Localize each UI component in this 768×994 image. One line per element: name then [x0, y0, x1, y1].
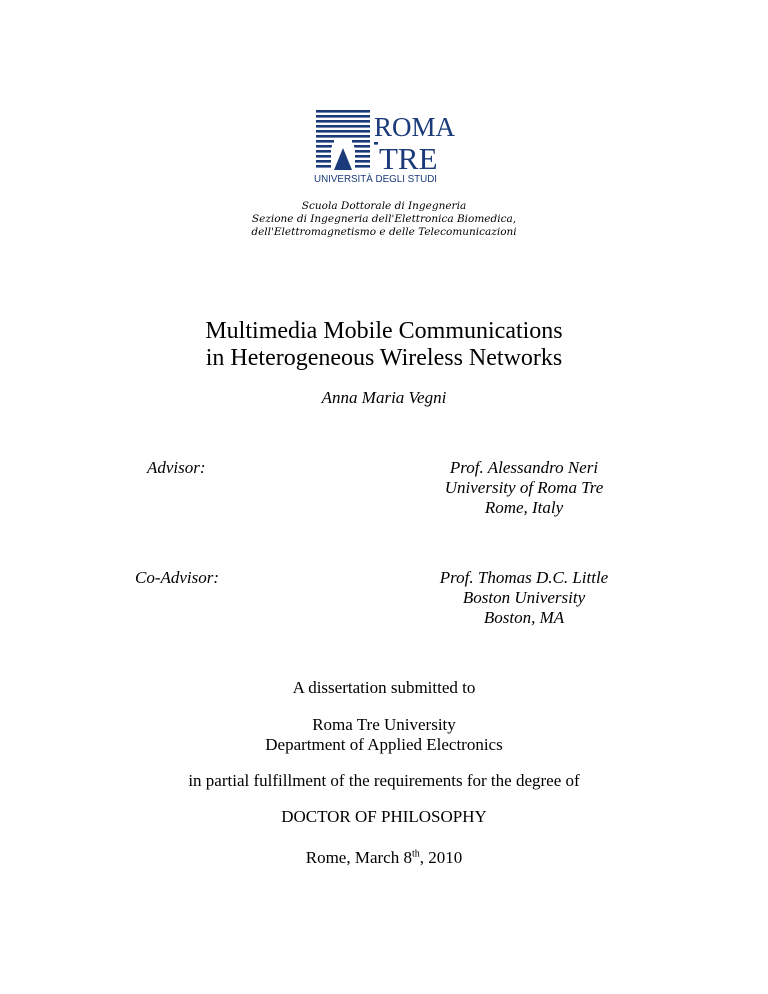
logo-line2: TRE: [379, 141, 438, 176]
logo-line1: ROMA: [374, 112, 456, 142]
school-line-3: dell'Elettromagnetismo e delle Telecomunicazioni: [251, 226, 517, 238]
degree-title: DOCTOR OF PHILOSOPHY: [281, 807, 487, 826]
author-name: Anna Maria Vegni: [321, 388, 447, 407]
coadvisor-affiliation: Boston University: [462, 588, 586, 607]
school-line-1: Scuola Dottorale di Ingegneria: [301, 200, 467, 212]
school-line-2: Sezione di Ingegneria dell'Elettronica Biomedica,: [251, 213, 517, 225]
logo-subtitle: UNIVERSITÀ DEGLI STUDI: [314, 174, 438, 185]
university-logo: [312, 108, 458, 186]
thesis-title-line-2: in Heterogeneous Wireless Networks: [205, 345, 563, 371]
advisor-label: Advisor:: [147, 458, 206, 477]
coadvisor-location: Boston, MA: [483, 608, 565, 627]
submission-intro: A dissertation submitted to: [292, 678, 476, 697]
date-prefix: Rome, March 8: [305, 848, 412, 867]
submission-university: Roma Tre University: [312, 715, 456, 734]
advisor-block: [404, 458, 644, 518]
submission-date: [0, 848, 768, 868]
coadvisor-name: Prof. Thomas D.C. Little: [439, 568, 609, 587]
submission-requirement: in partial fulfillment of the requirements for the degree of: [188, 771, 580, 790]
advisor-name: Prof. Alessandro Neri: [449, 458, 599, 477]
advisor-location: Rome, Italy: [484, 498, 564, 517]
coadvisor-label: Co-Advisor:: [135, 568, 220, 587]
date-ordinal: th: [411, 848, 420, 860]
coadvisor-block: [404, 568, 644, 628]
submission-department: Department of Applied Electronics: [265, 735, 503, 754]
advisor-affiliation: University of Roma Tre: [444, 478, 604, 497]
date-suffix: , 2010: [419, 848, 463, 867]
thesis-title-line-1: Multimedia Mobile Communications: [205, 318, 563, 344]
